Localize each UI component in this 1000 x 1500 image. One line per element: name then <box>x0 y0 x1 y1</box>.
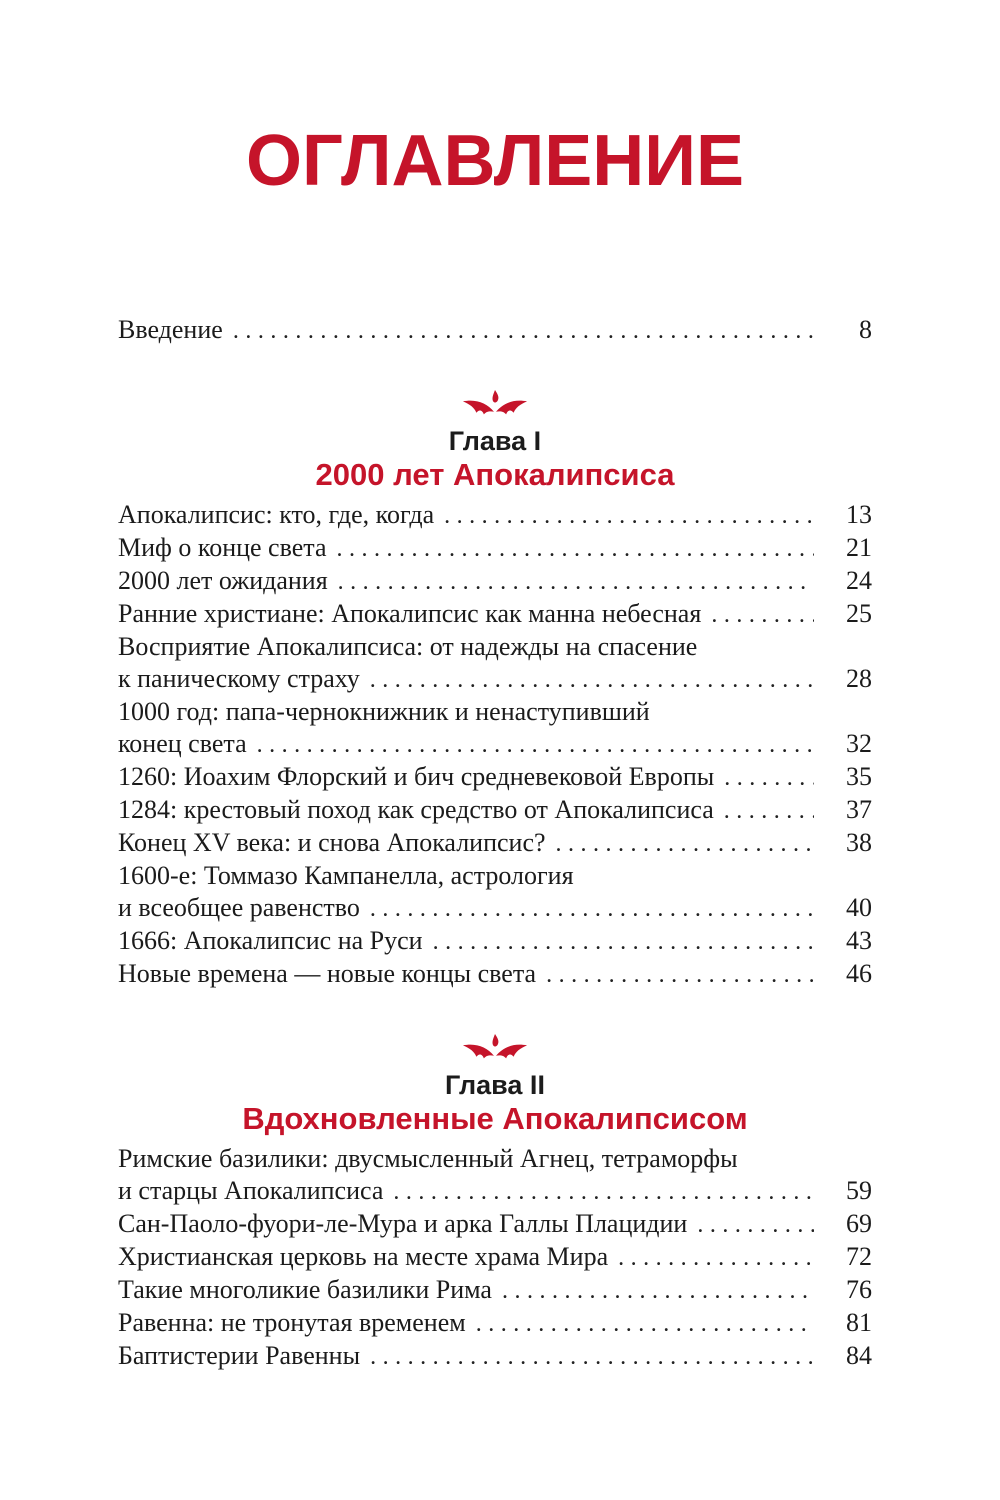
toc-entry-page: 21 <box>846 533 872 562</box>
chapter-label: Глава II <box>445 1070 545 1100</box>
toc-entry-page: 13 <box>846 500 872 529</box>
toc-entry-page: 38 <box>846 828 872 857</box>
dot-leader <box>724 794 814 827</box>
winged-flame-ornament-icon <box>460 389 530 419</box>
toc-entry-line <box>118 761 872 794</box>
toc-entry-line <box>118 958 872 991</box>
toc-entry-line <box>118 499 872 532</box>
dot-leader <box>338 565 814 598</box>
dot-leader <box>724 761 814 794</box>
toc-entry-page: 69 <box>846 1209 872 1238</box>
dot-leader <box>370 1340 814 1373</box>
dot-leader <box>370 892 814 925</box>
toc-entry-line <box>118 1307 872 1340</box>
toc-entry-label: Ранние христиане: Апокалипсис как манна небесная <box>118 599 702 628</box>
toc-entry-line <box>118 1340 872 1373</box>
dot-leader <box>711 598 814 631</box>
toc-entry-label: Христианская церковь на месте храма Мира <box>118 1242 609 1271</box>
page-title: ОГЛАВЛЕНИЕ <box>245 121 745 201</box>
dot-leader <box>257 728 814 761</box>
toc-entry-line <box>118 827 872 860</box>
toc-entry-line <box>118 598 872 631</box>
dot-leader <box>444 499 814 532</box>
toc-entry-page: 81 <box>846 1308 872 1337</box>
toc-entry-line <box>118 1208 872 1241</box>
toc-entry-label: Миф о конце света <box>118 533 327 562</box>
toc-entry-line <box>118 631 872 663</box>
toc-entry-label: 1284: крестовый поход как средство от Апокалипсиса <box>118 795 714 824</box>
toc-entry-label: Равенна: не тронутая временем <box>118 1308 466 1337</box>
toc-entry-page: 32 <box>846 729 872 758</box>
dot-leader <box>433 925 814 958</box>
toc-entry-line <box>118 794 872 827</box>
dot-leader <box>618 1241 814 1274</box>
toc-entry-label: и всеобщее равенство <box>118 893 360 922</box>
chapter-title: 2000 лет Апокалипсиса <box>315 457 675 492</box>
toc-entry-line <box>118 1175 872 1208</box>
toc-entry-label: Такие многоликие базилики Рима <box>118 1275 492 1304</box>
toc-entry-label: Баптистерии Равенны <box>118 1341 361 1370</box>
toc-entry-label: к паническому страху <box>118 664 360 693</box>
toc-entry-line <box>118 1241 872 1274</box>
toc-entry-line <box>118 565 872 598</box>
toc-entry-label: конец света <box>118 729 247 758</box>
toc-entry-line <box>118 1274 872 1307</box>
toc-entry-page: 40 <box>846 893 872 922</box>
toc-entry-page: 76 <box>846 1275 872 1304</box>
toc-entry-page: 25 <box>846 599 872 628</box>
toc-entry-label: 1666: Апокалипсис на Руси <box>118 926 423 955</box>
toc-entry-page: 84 <box>846 1341 872 1370</box>
toc-entry-label: 1260: Иоахим Флорский и бич средневековой Европы <box>118 762 715 791</box>
dot-leader <box>556 827 814 860</box>
chapters-container <box>118 389 872 1373</box>
toc-entry-intro <box>118 314 872 347</box>
toc-entry-label: Сан-Паоло-фуори-ле-Мура и арка Галлы Плацидии <box>118 1209 688 1238</box>
dot-leader <box>502 1274 814 1307</box>
toc-entry-line <box>118 892 872 925</box>
toc-entry-page: 35 <box>846 762 872 791</box>
dot-leader <box>476 1307 814 1340</box>
dot-leader <box>336 532 814 565</box>
toc-entry-label: Новые времена — новые концы света <box>118 959 537 988</box>
toc-entry-line <box>118 925 872 958</box>
toc-entry-page: 59 <box>846 1176 872 1205</box>
toc-entry-page: 46 <box>846 959 872 988</box>
dot-leader <box>370 663 814 696</box>
toc-entry-label: Конец XV века: и снова Апокалипсис? <box>118 828 546 857</box>
toc-entry-page: 72 <box>846 1242 872 1271</box>
toc-entry-label: 1000 год: папа-чернокнижник и ненаступивший <box>118 697 650 726</box>
toc-entry-line <box>118 1143 872 1175</box>
toc-entry-label: Римские базилики: двусмысленный Агнец, тетраморфы <box>118 1144 738 1173</box>
dot-leader <box>546 958 814 991</box>
toc-entry-line <box>118 663 872 696</box>
toc-entry-label: Апокалипсис: кто, где, когда <box>118 500 435 529</box>
dot-leader <box>697 1208 814 1241</box>
chapter-entries <box>118 1143 872 1373</box>
winged-flame-ornament-icon <box>460 1033 530 1063</box>
chapter-section <box>118 1033 872 1373</box>
toc-entry-page: 8 <box>859 315 872 344</box>
toc-entry-label: Введение <box>118 315 223 344</box>
toc-entry-page: 24 <box>846 566 872 595</box>
chapter-title: Вдохновленные Апокалипсисом <box>242 1101 748 1136</box>
chapter-entries <box>118 499 872 991</box>
chapter-label: Глава I <box>448 426 542 456</box>
toc-entry-page: 37 <box>846 795 872 824</box>
toc-entry-line <box>118 532 872 565</box>
toc-entry-page: 43 <box>846 926 872 955</box>
toc-entry-label: 1600-е: Томмазо Кампанелла, астрология <box>118 861 574 890</box>
chapter-section <box>118 389 872 991</box>
toc-entry-label: 2000 лет ожидания <box>118 566 328 595</box>
toc-entry-line <box>118 860 872 892</box>
dot-leader <box>233 314 814 347</box>
dot-leader <box>393 1175 814 1208</box>
toc-entry-label: Восприятие Апокалипсиса: от надежды на спасение <box>118 632 698 661</box>
toc-entry-label: и старцы Апокалипсиса <box>118 1176 384 1205</box>
toc-entry-page: 28 <box>846 664 872 693</box>
toc-entry-line <box>118 728 872 761</box>
toc-entry-line <box>118 696 872 728</box>
